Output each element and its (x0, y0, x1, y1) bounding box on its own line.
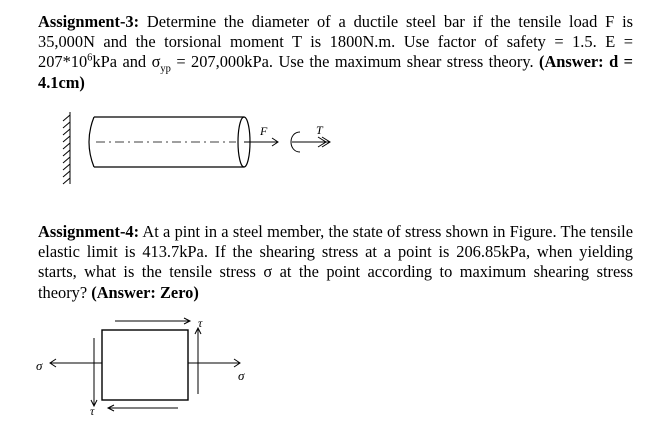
assignment-3-answer: (Answer: d = 4.1cm) (38, 52, 633, 92)
left-shear-arrow (91, 338, 97, 406)
assignment-3-heading: Assignment-3: (38, 12, 140, 31)
assignment-3-paragraph (38, 12, 633, 93)
assignment-3-text-c: = 207,000kPa. Use the maximum shear stress theory. (170, 52, 539, 72)
right-shear-arrow (195, 328, 201, 394)
steel-bar (89, 117, 250, 167)
stress-element-figure (30, 310, 290, 425)
top-shear-arrow (115, 318, 190, 324)
tau-bottom-label: τ (90, 404, 95, 418)
right-normal-arrow (188, 359, 240, 367)
assignment-3-text-b: kPa and σ (92, 52, 161, 72)
bottom-shear-arrow (108, 405, 178, 411)
sigma-right-label: σ (238, 368, 245, 383)
torque-arrow (291, 132, 330, 152)
tau-top-label: τ (198, 316, 203, 330)
assignment-4-answer: (Answer: Zero) (91, 282, 199, 302)
exponent: 6 (87, 52, 93, 64)
stress-element-square (102, 330, 188, 400)
wall-hatching (63, 112, 70, 184)
force-arrow (244, 138, 278, 146)
sigma-left-label: σ (36, 358, 43, 373)
assignment-4-text: At a pint in a steel member, the state of stress shown in Figure. The tensile elastic limit is 413.7kPa. If the shearing stress at a point is 206.85kPa, when yielding starts, what is the tensile stress σ at the point according to maximum shearing stress theory? (38, 222, 633, 302)
assignment-4-heading: Assignment-4: (38, 222, 140, 241)
assignment-3-text-a: Determine the diameter of a ductile steel bar if the tensile load F is 35,000N and the torsional moment T is 1800N.m. Use factor of safety = 1.5. E = 207*10 (38, 12, 633, 72)
force-label: F (260, 124, 268, 138)
assignment-4-paragraph (38, 222, 633, 303)
torque-label: T (316, 123, 323, 137)
bar-figure (60, 110, 350, 190)
subscript-yp: yp (160, 63, 171, 75)
